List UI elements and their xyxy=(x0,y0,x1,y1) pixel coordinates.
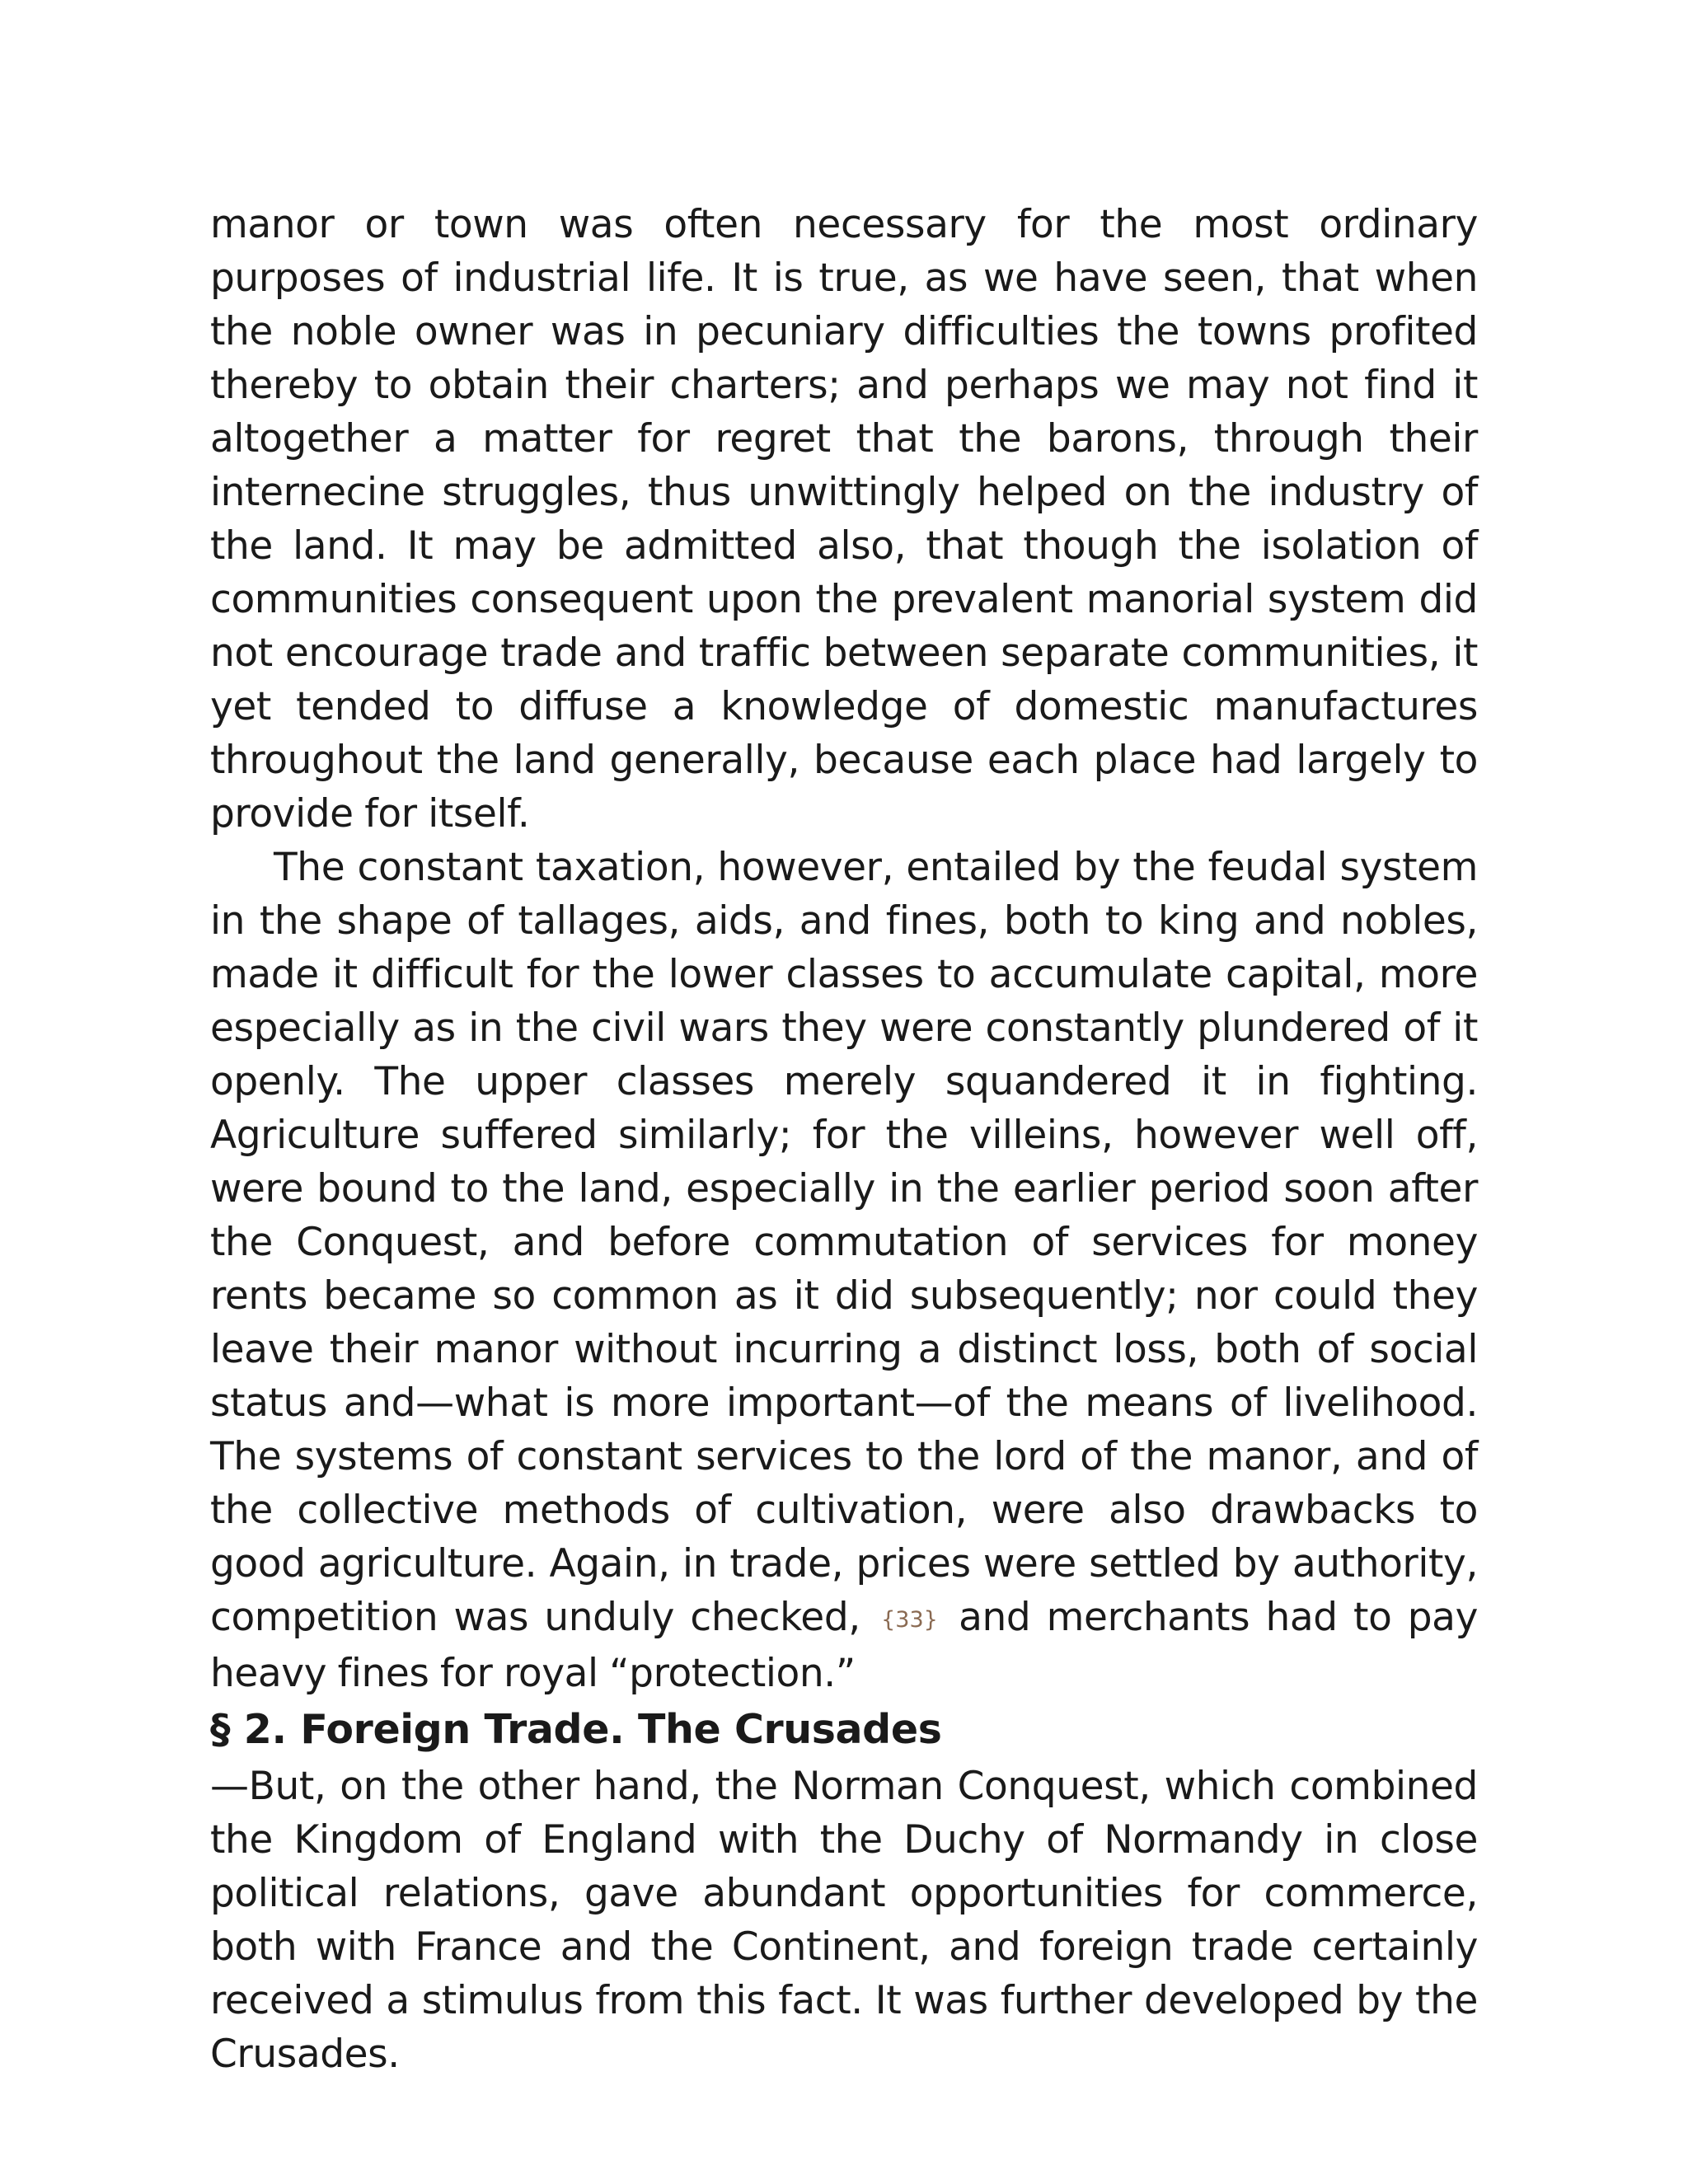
paragraph-2-text-end: and merchants had to pay heavy fines for royal “protection.” xyxy=(210,1595,1478,1696)
document-page xyxy=(210,198,1478,2081)
paragraph-2-text-start: The constant taxation, however, entailed by the feudal system in the shape of tallages, aids, and fines, both to king and nobles, made it difficult for the lower classes to accumulate capital, more especially as in the civil wars they were constantly plundered of it openly. The upper classes merely squandered it in fighting. Agriculture suffered similarly; for the villeins, however well off, were bound to the land, especially in the earlier period soon after the Conquest, and before commutation of services for money rents became so common as it did subsequently; nor could they leave their manor without incurring a distinct loss, both of social status and—what is more important—of the means of livelihood. The systems of constant services to the lord of the manor, and of the collective methods of cultivation, were also drawbacks to good agriculture. Again, in trade, prices were settled by authority, competition was unduly checked, xyxy=(210,845,1478,1640)
paragraph-1: manor or town was often necessary for the most ordinary purposes of industrial life. It is true, as we have seen, that when the noble owner was in pecuniary difficulties the towns profited thereby to obtain their charters; and perhaps we may not find it altogether a matter for regret that the barons, through their internecine struggles, thus unwittingly helped on the industry of the land. It may be admitted also, that though the isolation of communities consequent upon the prevalent manorial system did not encourage trade and traffic between separate communities, it yet tended to diffuse a knowledge of domestic manufactures throughout the land generally, because each place had largely to provide for itself. xyxy=(210,202,1478,837)
paragraph-3: —But, on the other hand, the Norman Conquest, which combined the Kingdom of England with the Duchy of Normandy in close political relations, gave abundant opportunities for commerce, both with France and the Continent, and foreign trade certainly received a stimulus from this fact. It was further developed by the Crusades. xyxy=(210,1764,1478,2077)
page-number-reference: {33} xyxy=(881,1607,938,1633)
section-heading: § 2. Foreign Trade. The Crusades xyxy=(210,1706,942,1753)
paragraph-2 xyxy=(210,841,1478,1700)
